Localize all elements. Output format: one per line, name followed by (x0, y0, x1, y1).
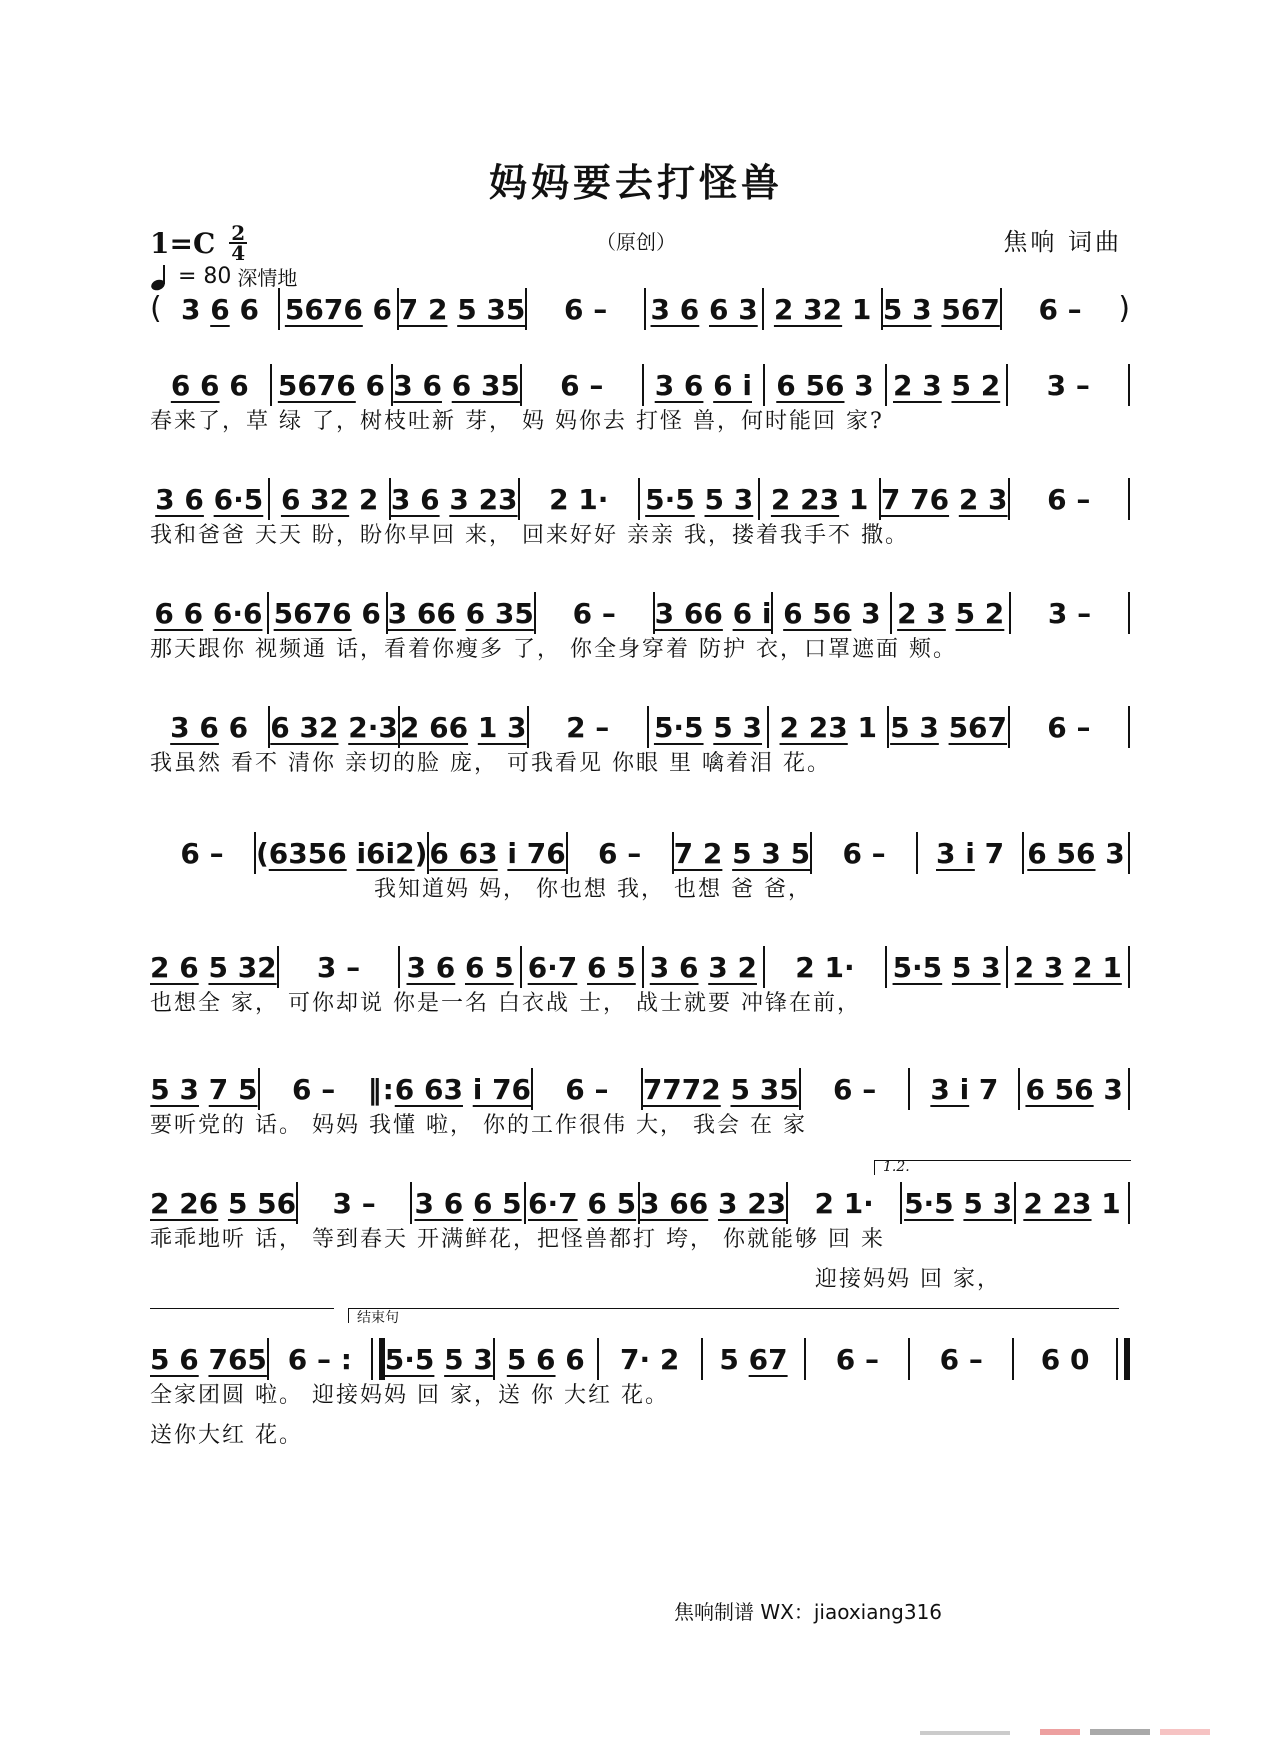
measure: 5·5 5 3 (904, 1187, 1013, 1220)
measure: 3 – (1046, 369, 1090, 402)
intro-open-paren: ( (150, 291, 162, 326)
tempo-value: = 80 (178, 264, 232, 289)
final-barline (1116, 1338, 1130, 1380)
lyric-line (150, 744, 1130, 784)
measure: 6 – (564, 293, 608, 326)
measure: 5 6 6 (506, 1343, 585, 1376)
measure: 5·5 5 3 (653, 711, 763, 744)
barline (1128, 1182, 1130, 1224)
measure: 5 3 7 5 (150, 1073, 258, 1106)
time-bottom: 4 (231, 241, 246, 265)
measure: 3 66 6 i (654, 597, 772, 630)
measure: 2 23 1 (1023, 1187, 1121, 1220)
volta-bracket (874, 1160, 1131, 1175)
lyric-line (150, 984, 1130, 1024)
time-top: 2 (231, 221, 246, 245)
measure: 3 6 6 i (654, 369, 752, 402)
measure: 5676 6 (284, 293, 393, 326)
measure: 7· 2 (619, 1343, 680, 1376)
barline (1128, 1068, 1130, 1110)
staff-system-9 (150, 1310, 1130, 1456)
lyric-line (150, 402, 1130, 442)
measure: 2 – (566, 711, 610, 744)
staff-system-6 (150, 940, 1130, 1024)
key-text: 1=C (150, 226, 216, 260)
lyric-text: 春来了，草 绿 了，树枝吐新 芽， 妈 妈你去 打怪 兽，何时能回 家? (150, 409, 884, 434)
measure: 6 6 6·6 (154, 597, 263, 630)
measure: 5 6 765 (150, 1343, 267, 1376)
notation-line (150, 826, 1130, 870)
lyric-line-2 (150, 1416, 1130, 1456)
measure: 5·5 5 3 (645, 483, 754, 516)
measure: 2 1· (549, 483, 609, 516)
measure: 7772 5 35 (642, 1073, 799, 1106)
lyric-line (150, 1220, 1130, 1260)
staff-system-intro (150, 282, 1130, 326)
measure: 7 2 5 3 5 (673, 837, 811, 870)
measure: 2 23 1 (779, 711, 877, 744)
measure: 3 i 7 (930, 1073, 999, 1106)
staff-system-1 (150, 358, 1130, 442)
measure: 6 56 3 (783, 597, 881, 630)
measure: 3 – (316, 951, 361, 984)
measure: 5 3 567 (882, 293, 1000, 326)
measure: 7 2 5 35 (398, 293, 526, 326)
staff-system-7 (150, 1062, 1130, 1146)
measure: 7 76 2 3 (880, 483, 1008, 516)
measure: 3 6 6 3 (650, 293, 758, 326)
notation-line (150, 1062, 1130, 1106)
measure: 6 63 i 76 (429, 837, 566, 870)
notation-line (150, 472, 1130, 516)
coda-label: 结束句 (357, 1310, 399, 1326)
measure: 6 0 (1040, 1343, 1090, 1376)
measure: 6 – (1038, 293, 1082, 326)
measure: 3 66 6 35 (387, 597, 534, 630)
measure: 2 3 2 1 (1014, 951, 1122, 984)
notation-line (150, 1332, 1130, 1376)
first-ending-bracket (150, 1308, 334, 1323)
intro-close-paren: ) (1118, 291, 1131, 326)
lyric-text: 全家团圆 啦。 迎接妈妈 回 家，送 你 大红 花。 (150, 1383, 669, 1408)
measure: 6 – : (287, 1343, 352, 1376)
measure: 5 67 (719, 1343, 788, 1376)
notation-line (150, 586, 1130, 630)
lyric-line (150, 1376, 1130, 1416)
measure: 2 3 5 2 (893, 369, 1001, 402)
measure: 6 – (835, 1343, 879, 1376)
staff-system-8 (150, 1159, 1130, 1300)
measure: 6 – (939, 1343, 983, 1376)
measure: 3 6 6·5 (155, 483, 264, 516)
lyric-text: 我虽然 看不 清你 亲切的脸 庞， 可我看见 你眼 里 噙着泪 花。 (150, 751, 831, 776)
lyric-text: 乖乖地听 话， 等到春天 开满鲜花，把怪兽都打 垮， 你就能够 回 来 (150, 1227, 885, 1252)
notation-line (150, 282, 1130, 326)
barline (1128, 706, 1130, 748)
measure: 2 6 5 32 (150, 951, 277, 984)
staff-system-2 (150, 472, 1130, 556)
tempo-expression: 深情地 (237, 266, 298, 290)
measure: 6 32 2·3 (270, 711, 398, 744)
repeat-start-sign: ‖: (367, 1073, 395, 1106)
measure: 3 6 6 5 (414, 1187, 522, 1220)
watermark-strip (920, 1722, 1220, 1736)
measure: 3 6 6 5 (406, 951, 514, 984)
barline (1128, 946, 1130, 988)
measure: 6 – (180, 837, 224, 870)
barline (1128, 478, 1130, 520)
lyric-text: 我知道妈 妈， 你也想 我， 也想 爸 爸， (374, 877, 812, 902)
measure: 6 – (565, 1073, 609, 1106)
measure: 2 23 1 (770, 483, 869, 516)
lyric-text: 也想全 家， 可你却说 你是一名 白衣战 士， 战士就要 冲锋在前， (150, 991, 861, 1016)
measure: 6 56 3 (1027, 837, 1125, 870)
lyric-line (150, 870, 1130, 910)
lyric-text: 送你大红 花。 (150, 1423, 303, 1448)
measure: 2 26 5 56 (150, 1187, 297, 1220)
lyric-line-2 (150, 1260, 1130, 1300)
barline (1128, 832, 1130, 874)
measure: 6 – (572, 597, 616, 630)
measure: 6 – (842, 837, 886, 870)
measure: 2 32 1 (773, 293, 872, 326)
lyric-text: 要听党的 话。 妈妈 我懂 啦， 你的工作很伟 大， 我会 在 家 (150, 1113, 807, 1138)
measure: 3 66 3 23 (640, 1187, 787, 1220)
measure: 6 6 6 (170, 369, 249, 402)
measure: 3 6 3 2 (649, 951, 757, 984)
lyric-line (150, 630, 1130, 670)
measure: 5·5 5 3 (384, 1343, 493, 1376)
lyric-line (150, 1106, 1130, 1146)
measure: 3 6 3 23 (390, 483, 518, 516)
measure: 3 – (332, 1187, 376, 1220)
transcriber-credit: 焦响制谱 WX：jiaoxiang316 (674, 1600, 943, 1624)
measure: 2 1· (814, 1187, 874, 1220)
measure: 6·7 6 5 (528, 1187, 637, 1220)
measure: 6 – (1047, 483, 1091, 516)
measure: 3 – (1047, 597, 1092, 630)
measure: 6 – (1047, 711, 1091, 744)
notation-line (150, 700, 1130, 744)
lyric-text: 那天跟你 视频通 话，看着你瘦多 了， 你全身穿着 防护 衣，口罩遮面 颊。 (150, 637, 957, 662)
measure: 6 32 2 (280, 483, 379, 516)
measure: 6 56 3 (1025, 1073, 1123, 1106)
measure: 6·7 6 5 (527, 951, 636, 984)
measure: 3 6 6 (170, 711, 249, 744)
measure: 6 – (832, 1073, 877, 1106)
repeat-end-barline (371, 1338, 385, 1380)
measure: 5·5 5 3 (892, 951, 1001, 984)
measure: 3 6 6 35 (393, 369, 520, 402)
subtitle-original: （原创） (596, 230, 676, 254)
measure: 5676 6 (273, 597, 381, 630)
measure: 2 3 5 2 (897, 597, 1005, 630)
composer-credit: 焦响 词曲 (1003, 228, 1122, 256)
measure: 3 6 6 (180, 293, 259, 326)
measure: 6 – (560, 369, 604, 402)
staff-system-5 (150, 826, 1130, 910)
barline (1128, 592, 1130, 634)
staff-system-3 (150, 586, 1130, 670)
measure: 6 63 i 76 (394, 1073, 532, 1106)
coda-bracket (348, 1308, 1119, 1326)
song-title: 妈妈要去打怪兽 (488, 160, 783, 205)
measure: 6 – (292, 1073, 336, 1106)
notation-line (150, 358, 1130, 402)
notation-line (150, 1176, 1130, 1220)
measure: 6 56 3 (776, 369, 874, 402)
measure: 6 – (598, 837, 642, 870)
staff-system-4 (150, 700, 1130, 784)
measure: 5676 6 (277, 369, 386, 402)
lyric-line (150, 516, 1130, 556)
measure: 2 1· (795, 951, 855, 984)
lyric-text: 我和爸爸 天天 盼，盼你早回 来， 回来好好 亲亲 我，搂着我手不 撒。 (150, 523, 909, 548)
barline (1128, 364, 1130, 406)
lyric-text: 迎接妈妈 回 家， (815, 1267, 1001, 1292)
notation-line (150, 940, 1130, 984)
measure: (6356 i6i2) (255, 837, 428, 870)
measure: 5 3 567 (890, 711, 1008, 744)
measure: 3 i 7 (936, 837, 1005, 870)
volta-label: 1.2. (883, 1159, 910, 1175)
measure: 2 66 1 3 (399, 711, 527, 744)
